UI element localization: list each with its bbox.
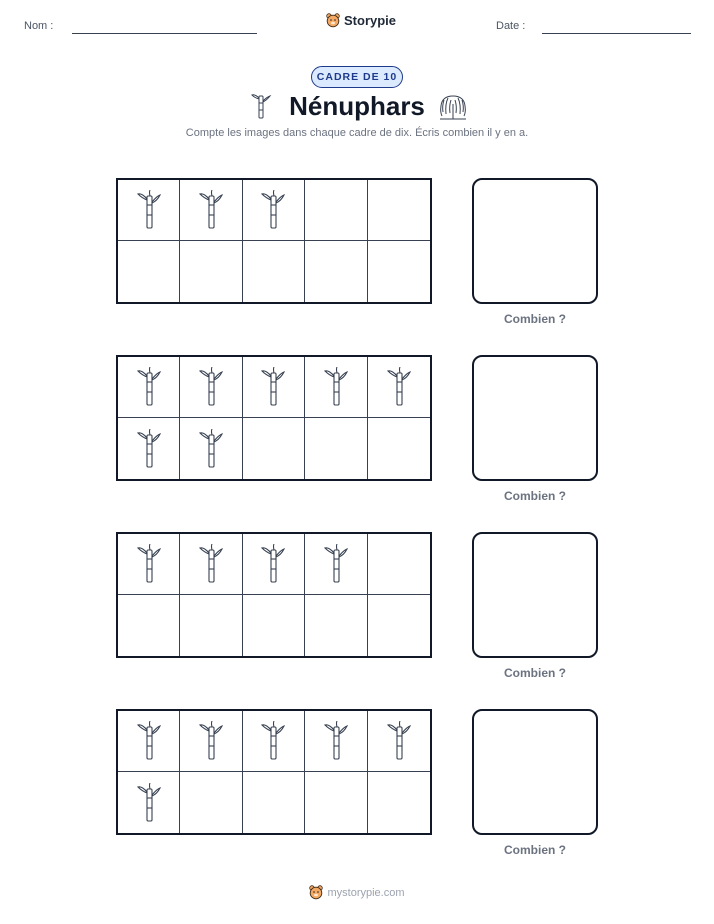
ten-frame-cell bbox=[118, 711, 180, 772]
ten-frame-cell bbox=[368, 418, 430, 479]
bamboo-icon bbox=[199, 429, 223, 469]
ten-frame-cell bbox=[368, 534, 430, 595]
bamboo-icon bbox=[199, 367, 223, 407]
ten-frame-cell bbox=[243, 418, 305, 479]
answer-label: Combien ? bbox=[504, 666, 566, 680]
page-title: Nénuphars bbox=[289, 91, 425, 121]
bamboo-icon bbox=[324, 544, 348, 584]
bamboo-icon bbox=[261, 190, 285, 230]
ten-frame-cell bbox=[180, 241, 242, 302]
ten-frame-cell bbox=[305, 772, 367, 833]
ten-frame-cell bbox=[305, 534, 367, 595]
ten-frame bbox=[116, 709, 432, 835]
ten-frame bbox=[116, 178, 432, 304]
date-line bbox=[542, 33, 691, 34]
ten-frame-cell bbox=[305, 357, 367, 418]
bamboo-icon bbox=[137, 783, 161, 823]
bamboo-icon bbox=[199, 190, 223, 230]
ten-frame-cell bbox=[118, 534, 180, 595]
bear-mascot-icon bbox=[326, 13, 340, 28]
brand-name: Storypie bbox=[344, 13, 397, 28]
ten-frame-cell bbox=[305, 711, 367, 772]
bamboo-icon bbox=[137, 721, 161, 761]
worksheet-header bbox=[0, 0, 714, 50]
ten-frame bbox=[116, 355, 432, 481]
ten-frame-cell bbox=[305, 595, 367, 656]
answer-box[interactable] bbox=[472, 355, 598, 481]
ten-frame-cell bbox=[180, 357, 242, 418]
willow-tree-icon bbox=[436, 92, 470, 122]
ten-frame-cell bbox=[368, 711, 430, 772]
category-badge: CADRE DE 10 bbox=[311, 66, 403, 88]
ten-frame-cell bbox=[368, 595, 430, 656]
ten-frame-cell bbox=[180, 418, 242, 479]
ten-frame-cell bbox=[305, 180, 367, 241]
bamboo-icon bbox=[261, 544, 285, 584]
ten-frame-cell bbox=[180, 534, 242, 595]
answer-label: Combien ? bbox=[504, 489, 566, 503]
ten-frame-cell bbox=[180, 595, 242, 656]
ten-frame-cell bbox=[180, 772, 242, 833]
ten-frame-cell bbox=[243, 180, 305, 241]
ten-frame-cell bbox=[118, 418, 180, 479]
bamboo-icon bbox=[261, 367, 285, 407]
ten-frame bbox=[116, 532, 432, 658]
bamboo-icon bbox=[387, 367, 411, 407]
bamboo-icon bbox=[137, 190, 161, 230]
answer-label: Combien ? bbox=[504, 312, 566, 326]
ten-frame-cell bbox=[243, 534, 305, 595]
ten-frame-cell bbox=[118, 772, 180, 833]
name-label: Nom : bbox=[24, 20, 54, 32]
bamboo-icon bbox=[137, 429, 161, 469]
date-label: Date : bbox=[496, 20, 526, 32]
ten-frame-cell bbox=[368, 772, 430, 833]
answer-box[interactable] bbox=[472, 178, 598, 304]
footer bbox=[0, 885, 714, 900]
ten-frame-cell bbox=[243, 241, 305, 302]
ten-frame-cell bbox=[243, 711, 305, 772]
ten-frame-cell bbox=[368, 357, 430, 418]
answer-box[interactable] bbox=[472, 709, 598, 835]
ten-frame-cell bbox=[243, 772, 305, 833]
ten-frame-cell bbox=[180, 180, 242, 241]
bamboo-icon bbox=[199, 544, 223, 584]
bamboo-icon bbox=[324, 721, 348, 761]
ten-frame-cell bbox=[305, 241, 367, 302]
answer-box[interactable] bbox=[472, 532, 598, 658]
bamboo-icon bbox=[261, 721, 285, 761]
instructions: Compte les images dans chaque cadre de dix. Écris combien il y en a. bbox=[185, 127, 529, 139]
ten-frame-cell bbox=[243, 595, 305, 656]
ten-frame-cell bbox=[118, 595, 180, 656]
answer-label: Combien ? bbox=[504, 843, 566, 857]
ten-frame-cell bbox=[243, 357, 305, 418]
bamboo-icon bbox=[137, 544, 161, 584]
ten-frame-cell bbox=[180, 711, 242, 772]
bamboo-icon bbox=[387, 721, 411, 761]
ten-frame-cell bbox=[305, 418, 367, 479]
footer-url: mystorypie.com bbox=[327, 886, 405, 899]
ten-frame-cell bbox=[368, 180, 430, 241]
ten-frame-cell bbox=[118, 241, 180, 302]
ten-frame-cell bbox=[118, 357, 180, 418]
brand-logo bbox=[326, 13, 396, 28]
ten-frame-cell bbox=[368, 241, 430, 302]
bear-mascot-icon bbox=[309, 885, 323, 900]
ten-frame-cell bbox=[118, 180, 180, 241]
bamboo-icon bbox=[199, 721, 223, 761]
bamboo-icon bbox=[137, 367, 161, 407]
name-line bbox=[72, 33, 257, 34]
bamboo-icon bbox=[324, 367, 348, 407]
